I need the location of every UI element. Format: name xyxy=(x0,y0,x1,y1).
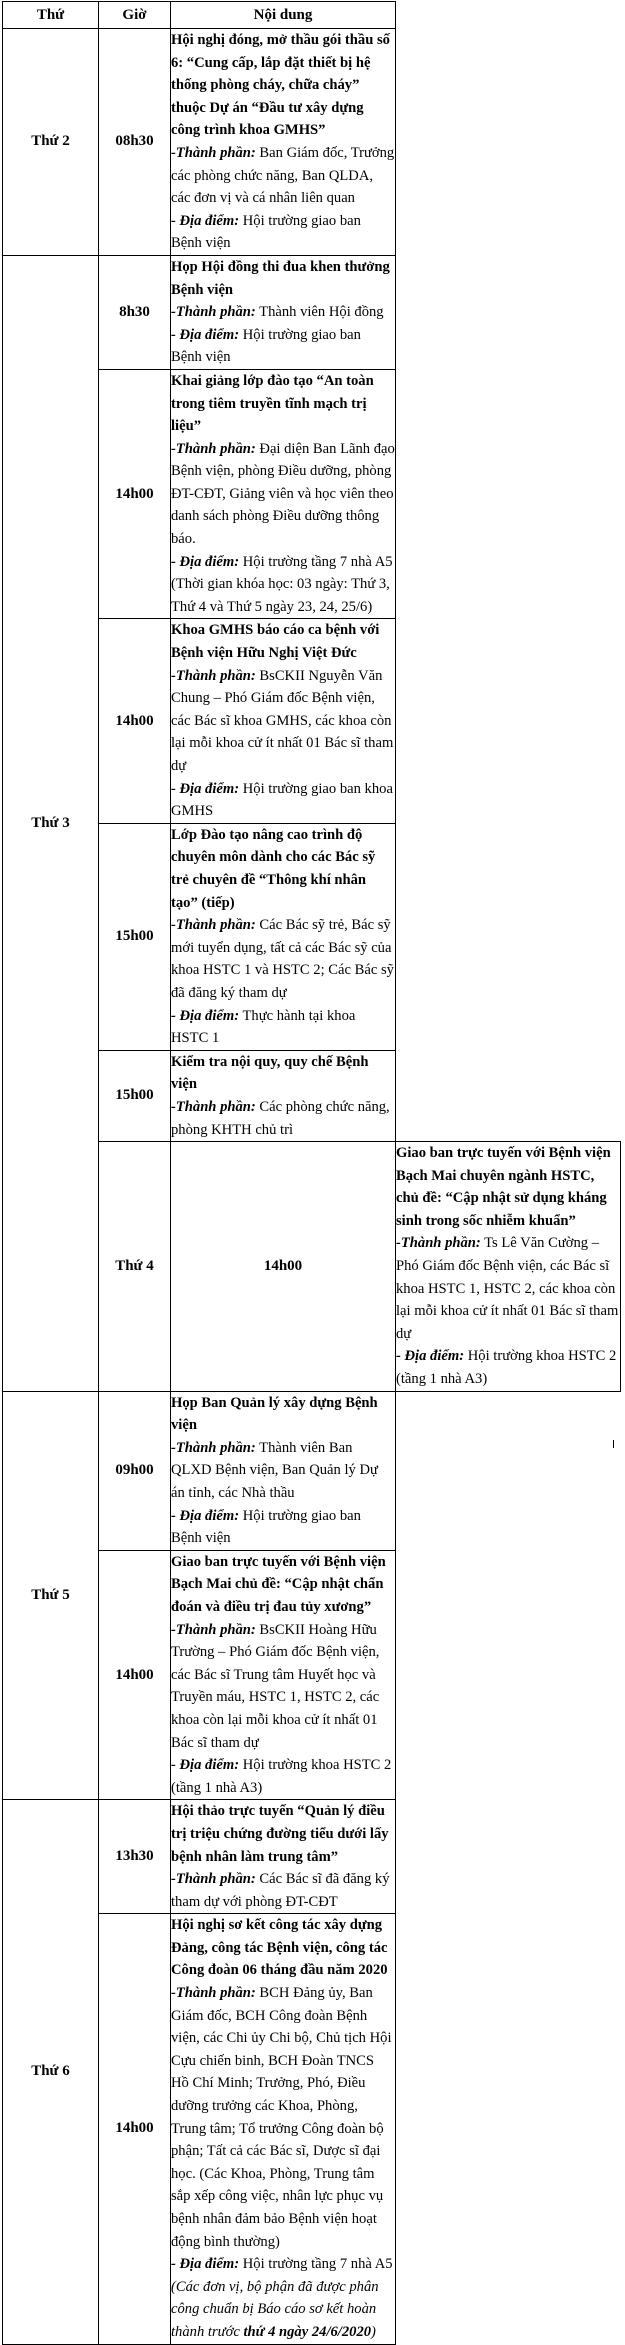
event-title: Giao ban trực tuyến với Bệnh viện Bạch Mai chuyên ngành HSTC, chủ đề: “Cập nhật sử dụng kháng sinh trong sốc nhiễm khuẩn” xyxy=(396,1145,611,1229)
participants-label: -Thành phần: xyxy=(171,1439,256,1456)
content-cell xyxy=(171,369,396,619)
header-day: Thứ xyxy=(3,2,99,29)
participants-label: -Thành phần: xyxy=(171,1985,256,2002)
participants-label: -Thành phần: xyxy=(171,440,256,457)
location-line xyxy=(171,324,395,369)
note-text: (Các đơn vị, bộ phận đã được phân công chuẩn bị Báo cáo sơ kết hoàn thành trước xyxy=(171,2278,379,2340)
table-edge-mark xyxy=(613,1440,614,1448)
time-cell: 14h00 xyxy=(99,1914,171,2344)
event-title: Giao ban trực tuyến với Bệnh viện Bạch Mai chủ đề: “Cập nhật chẩn đoán và điều trị đau tủy xương” xyxy=(171,1553,386,1615)
participants-line xyxy=(171,914,395,1004)
day-cell: Thứ 5 xyxy=(3,1391,99,1800)
time-cell: 8h30 xyxy=(99,255,171,369)
event-title: Kiểm tra nội quy, quy chế Bệnh viện xyxy=(171,1053,369,1093)
participants-text: BsCKII Hoàng Hữu Trường – Phó Giám đốc Bệnh viện, các Bác sĩ Trung tâm Huyết học và Truyền máu, HSTC 1, HSTC 2, các khoa còn lại mỗi khoa cử ít nhất 01 Bác sĩ tham dự xyxy=(171,1621,380,1751)
participants-text: Các Bác sĩ đã đăng ký tham dự với phòng ĐT-CĐT xyxy=(171,1871,390,1910)
location-line xyxy=(171,1754,395,1799)
location-text: Hội trường khoa HSTC 2 (tầng 1 nhà A3) xyxy=(171,1757,392,1796)
location-label: - Địa điểm: xyxy=(171,1507,240,1524)
participants-line xyxy=(171,1437,395,1505)
participants-line xyxy=(171,1619,395,1755)
table-row xyxy=(3,1391,621,1550)
event-title: Khoa GMHS báo cáo ca bệnh với Bệnh viện Hữu Nghị Việt Đức xyxy=(171,622,380,662)
participants-line xyxy=(171,301,395,324)
event-title: Hội thảo trực tuyến “Quản lý điều trị triệu chứng đường tiểu dưới lấy bệnh nhân làm trung tâm” xyxy=(171,1803,389,1865)
participants-text: Ts Lê Văn Cường – Phó Giám đốc Bệnh viện, các Bác sĩ khoa HSTC 1, HSTC 2, các khoa còn lại mỗi khoa cử ít nhất 01 Bác sĩ tham dự xyxy=(396,1235,619,1342)
location-text: Hội trường giao ban Bệnh viện xyxy=(171,1507,361,1547)
event-title: Hội nghị sơ kết công tác xây dựng Đảng, công tác Bệnh viện, công tác Công đoàn 06 tháng đầu năm 2020 xyxy=(171,1917,388,1979)
content-cell xyxy=(171,255,396,369)
event-title: Họp Ban Quản lý xây dựng Bệnh viện xyxy=(171,1394,378,1434)
location-label: - Địa điểm: xyxy=(396,1348,465,1365)
location-label: - Địa điểm: xyxy=(171,780,240,797)
time-cell: 14h00 xyxy=(99,369,171,619)
participants-label: -Thành phần: xyxy=(171,917,256,934)
participants-label: -Thành phần: xyxy=(396,1235,481,1252)
location-text: Hội trường giao ban khoa GMHS xyxy=(171,780,393,820)
table-row xyxy=(3,29,621,256)
content-cell xyxy=(171,1050,396,1141)
header-row xyxy=(3,2,621,29)
content-cell xyxy=(171,1914,396,2344)
content-cell xyxy=(171,823,396,1050)
note-end: ) xyxy=(371,2323,376,2340)
time-cell: 09h00 xyxy=(99,1391,171,1550)
participants-line xyxy=(171,665,395,778)
location-text: Hội trường tầng 7 nhà A5 xyxy=(239,553,393,570)
event-note: (Thời gian khóa học: 03 ngày: Thứ 3, Thứ 4 và Thứ 5 ngày 23, 24, 25/6) xyxy=(171,576,390,615)
location-text: Hội trường giao ban Bệnh viện xyxy=(171,326,361,366)
header-time: Giờ xyxy=(99,2,171,29)
location-label: - Địa điểm: xyxy=(171,212,240,229)
day-cell: Thứ 6 xyxy=(3,1800,99,2344)
location-label: - Địa điểm: xyxy=(171,1007,240,1024)
content-cell xyxy=(171,1800,396,1914)
participants-line xyxy=(171,1982,395,2253)
participants-line xyxy=(171,1096,395,1141)
content-cell xyxy=(171,29,396,256)
participants-line xyxy=(396,1232,620,1345)
participants-line xyxy=(171,438,395,551)
location-label: - Địa điểm: xyxy=(171,326,240,343)
day-cell: Thứ 3 xyxy=(3,255,99,1391)
participants-text: Thành viên Ban QLXD Bệnh viện, Ban Quản lý Dự án tỉnh, các Nhà thầu xyxy=(171,1439,378,1501)
content-cell xyxy=(171,1391,396,1550)
participants-text: Các phòng chức năng, phòng KHTH chủ trì xyxy=(171,1098,390,1138)
content-cell xyxy=(396,1142,621,1392)
participants-text: BCH Đảng ủy, Ban Giám đốc, BCH Công đoàn Bệnh viện, các Chi ủy Chi bộ, Chủ tịch Hội Cựu chiến binh, BCH Đoàn TNCS Hồ Chí Minh; Trưởng, Phó, Điều dưỡng trưởng các Khoa, Phòng, Trung tâm; Tổ trưởng Công đoàn bộ phận; Tất cả các Bác sĩ, Dược sĩ đại học. (Các Khoa, Phòng, Trung tâm sắp xếp công việc, nhân lực phục vụ bệnh nhân đảm bảo Bệnh viện hoạt động bình thường) xyxy=(171,1985,392,2250)
participants-text: Ban Giám đốc, Trưởng các phòng chức năng, Ban QLDA, các đơn vị và cá nhân liên quan xyxy=(171,144,395,207)
content-cell xyxy=(171,1550,396,1800)
location-line xyxy=(171,2253,395,2276)
event-note xyxy=(171,2276,395,2344)
content-cell xyxy=(171,619,396,823)
location-label: - Địa điểm: xyxy=(171,2256,240,2273)
location-label: - Địa điểm: xyxy=(171,1757,240,1774)
table-row xyxy=(3,255,621,369)
participants-label: -Thành phần: xyxy=(171,144,256,161)
location-text: Hội trường tầng 7 nhà A5 xyxy=(239,2256,393,2273)
participants-text: BsCKII Nguyễn Văn Chung – Phó Giám đốc Bệnh viện, các Bác sĩ khoa GMHS, các khoa còn lại mỗi khoa cử ít nhất 01 Bác sĩ tham dự xyxy=(171,667,394,774)
day-cell: Thứ 2 xyxy=(3,29,99,256)
note-deadline: thứ 4 ngày 24/6/2020 xyxy=(243,2323,372,2340)
location-line xyxy=(171,210,395,255)
event-title: Hội nghị đóng, mở thầu gói thầu số 6: “Cung cấp, lắp đặt thiết bị hệ thống phòng cháy, chữa cháy” thuộc Dự án “Đầu tư xây dựng công trình khoa GMHS” xyxy=(171,32,390,139)
location-line xyxy=(171,551,395,574)
participants-text: Đại diện Ban Lãnh đạo Bệnh viện, phòng Điều dưỡng, phòng ĐT-CĐT, Giảng viên và học viên theo danh sách phòng Điều dưỡng thông báo. xyxy=(171,440,395,548)
location-text: Hội trường giao ban Bệnh viện xyxy=(171,212,361,252)
event-title: Họp Hội đồng thi đua khen thưởng Bệnh viện xyxy=(171,258,390,298)
time-cell: 08h30 xyxy=(99,29,171,256)
location-text: Hội trường khoa HSTC 2 (tầng 1 nhà A3) xyxy=(396,1348,617,1388)
event-title: Khai giảng lớp đào tạo “An toàn trong tiêm truyền tĩnh mạch trị liệu” xyxy=(171,372,374,435)
participants-text: Các Bác sỹ trẻ, Bác sỹ mới tuyển dụng, tất cả các Bác sỹ của khoa HSTC 1 và HSTC 2; Các Bác sỹ đã đăng ký tham dự xyxy=(171,917,394,1001)
participants-text: Thành viên Hội đồng xyxy=(255,304,384,321)
participants-label: -Thành phần: xyxy=(171,1098,256,1115)
location-text: Thực hành tại khoa HSTC 1 xyxy=(171,1007,356,1047)
location-label: - Địa điểm: xyxy=(171,553,240,570)
participants-label: -Thành phần: xyxy=(171,1871,256,1888)
header-content: Nội dung xyxy=(171,2,396,29)
table-row xyxy=(3,1800,621,1914)
time-cell: 15h00 xyxy=(99,823,171,1050)
participants-label: -Thành phần: xyxy=(171,304,256,321)
location-line xyxy=(171,1005,395,1050)
event-title: Lớp Đào tạo nâng cao trình độ chuyên môn dành cho các Bác sỹ trẻ chuyên đề “Thông khí nhân tạo” (tiếp) xyxy=(171,826,376,911)
day-cell: Thứ 4 xyxy=(99,1142,171,1392)
participants-line xyxy=(171,142,395,210)
participants-line xyxy=(171,1868,395,1913)
time-cell: 15h00 xyxy=(99,1050,171,1141)
schedule-table xyxy=(2,1,621,2345)
time-cell: 13h30 xyxy=(99,1800,171,1914)
participants-label: -Thành phần: xyxy=(171,667,256,684)
location-line xyxy=(171,1505,395,1550)
time-cell: 14h00 xyxy=(99,1550,171,1800)
time-cell: 14h00 xyxy=(99,619,171,823)
location-line xyxy=(171,778,395,823)
location-line xyxy=(396,1345,620,1390)
time-cell: 14h00 xyxy=(171,1142,396,1392)
participants-label: -Thành phần: xyxy=(171,1621,256,1638)
